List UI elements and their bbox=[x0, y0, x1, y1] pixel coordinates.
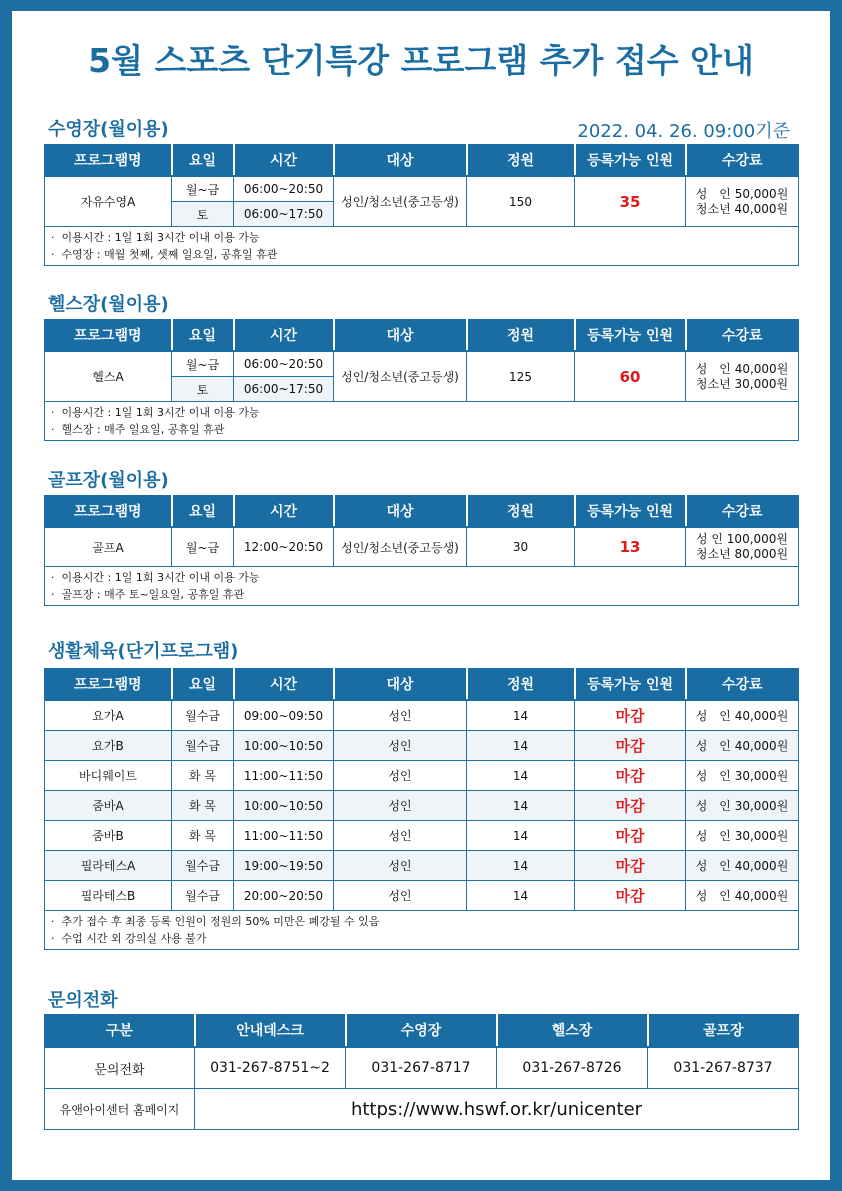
time-cell: 19:00~19:50 bbox=[234, 851, 334, 881]
note-item: · 골프장 : 매주 토~일요일, 공휴일 휴관 bbox=[51, 588, 245, 601]
target-cell: 성인 bbox=[334, 791, 467, 821]
capacity-cell: 14 bbox=[467, 761, 575, 791]
phone-info-desk: 031-267-8751~2 bbox=[195, 1047, 346, 1089]
col-header: 대상 bbox=[334, 495, 467, 527]
day-cell: 토 bbox=[172, 377, 234, 402]
target-cell: 성인 bbox=[334, 881, 467, 911]
table-row bbox=[45, 731, 799, 761]
col-header: 수강료 bbox=[686, 495, 799, 527]
note-item: · 이용시간 : 1일 1회 3시간 이내 이용 가능 bbox=[51, 231, 260, 244]
available-cell: 마감 bbox=[575, 731, 686, 761]
fee-cell: 성 인 30,000원 bbox=[686, 821, 799, 851]
capacity-cell: 30 bbox=[467, 527, 575, 567]
table-row bbox=[45, 761, 799, 791]
notes-row bbox=[45, 567, 799, 606]
fee-cell: 성 인 40,000원 bbox=[686, 700, 799, 731]
available-cell: 35 bbox=[575, 176, 686, 227]
available-cell: 60 bbox=[575, 351, 686, 402]
fee-cell: 성 인 40,000원 bbox=[686, 851, 799, 881]
page-title: 5월 스포츠 단기특강 프로그램 추가 접수 안내 bbox=[88, 41, 754, 80]
note-item: · 추가 접수 후 최종 등록 인원이 정원의 50% 미만은 폐강될 수 있음 bbox=[51, 915, 380, 928]
program-name: 줌바A bbox=[45, 791, 172, 821]
target-cell: 성인 bbox=[334, 851, 467, 881]
golf-table bbox=[44, 495, 799, 606]
note-item: · 수영장 : 매월 첫째, 셋째 일요일, 공휴일 휴관 bbox=[51, 248, 278, 261]
capacity-cell: 150 bbox=[467, 176, 575, 227]
col-header: 시간 bbox=[234, 144, 334, 176]
day-cell: 월수금 bbox=[172, 731, 234, 761]
col-header: 대상 bbox=[334, 668, 467, 700]
gym-table bbox=[44, 319, 799, 441]
col-header: 정원 bbox=[467, 319, 575, 351]
available-cell: 마감 bbox=[575, 851, 686, 881]
col-header: 정원 bbox=[467, 144, 575, 176]
col-header: 프로그램명 bbox=[45, 668, 172, 700]
notes-row bbox=[45, 911, 799, 950]
col-header: 정원 bbox=[467, 668, 575, 700]
col-header: 요일 bbox=[172, 668, 234, 700]
note-item: · 수업 시간 외 강의실 사용 불가 bbox=[51, 932, 207, 945]
capacity-cell: 14 bbox=[467, 881, 575, 911]
day-cell: 월수금 bbox=[172, 700, 234, 731]
fee-adult: 성 인 50,000원 bbox=[695, 186, 789, 201]
fee-adult: 성 인 100,000원 bbox=[695, 532, 789, 546]
day-cell: 화 목 bbox=[172, 821, 234, 851]
note-item: · 이용시간 : 1일 1회 3시간 이내 이용 가능 bbox=[51, 406, 260, 419]
program-name: 필라테스A bbox=[45, 851, 172, 881]
col-header: 정원 bbox=[467, 495, 575, 527]
col-header: 요일 bbox=[172, 319, 234, 351]
fee-cell: 성 인 40,000원 bbox=[686, 731, 799, 761]
target-cell: 성인 bbox=[334, 761, 467, 791]
col-header: 등록가능 인원 bbox=[575, 319, 686, 351]
table-row bbox=[45, 527, 799, 567]
available-cell: 13 bbox=[575, 527, 686, 567]
time-cell: 11:00~11:50 bbox=[234, 821, 334, 851]
life-section-title: 생활체육(단기프로그램) bbox=[48, 641, 239, 662]
day-cell: 화 목 bbox=[172, 761, 234, 791]
capacity-cell: 14 bbox=[467, 700, 575, 731]
fee-cell: 성 인 30,000원 bbox=[686, 791, 799, 821]
time-cell: 12:00~20:50 bbox=[234, 527, 334, 567]
table-header bbox=[45, 495, 799, 527]
day-cell: 월~금 bbox=[172, 351, 234, 377]
time-cell: 11:00~11:50 bbox=[234, 761, 334, 791]
program-name: 자유수영A bbox=[45, 176, 172, 227]
col-header: 등록가능 인원 bbox=[575, 144, 686, 176]
notes bbox=[45, 402, 799, 441]
table-row bbox=[45, 1047, 799, 1089]
col-header: 등록가능 인원 bbox=[575, 668, 686, 700]
note-item: · 헬스장 : 매주 일요일, 공휴일 휴관 bbox=[51, 423, 225, 436]
col-header: 헬스장 bbox=[497, 1014, 648, 1047]
col-header: 요일 bbox=[172, 495, 234, 527]
target-cell: 성인/청소년(중고등생) bbox=[334, 527, 467, 567]
fee-cell bbox=[686, 176, 799, 227]
table-row bbox=[45, 351, 799, 377]
col-header: 수강료 bbox=[686, 668, 799, 700]
time-cell: 20:00~20:50 bbox=[234, 881, 334, 911]
program-name: 줌바B bbox=[45, 821, 172, 851]
time-cell: 06:00~20:50 bbox=[234, 176, 334, 202]
table-row bbox=[45, 1089, 799, 1130]
available-cell: 마감 bbox=[575, 881, 686, 911]
time-cell: 09:00~09:50 bbox=[234, 700, 334, 731]
target-cell: 성인 bbox=[334, 731, 467, 761]
time-cell: 06:00~17:50 bbox=[234, 377, 334, 402]
fee-youth: 청소년 80,000원 bbox=[695, 547, 789, 561]
notes bbox=[45, 227, 799, 266]
time-cell: 06:00~17:50 bbox=[234, 202, 334, 227]
row-label: 문의전화 bbox=[45, 1047, 195, 1089]
time-cell: 06:00~20:50 bbox=[234, 351, 334, 377]
fee-cell bbox=[686, 351, 799, 402]
phone-gym: 031-267-8726 bbox=[497, 1047, 648, 1089]
capacity-cell: 14 bbox=[467, 731, 575, 761]
life-table bbox=[44, 668, 799, 950]
target-cell: 성인/청소년(중고등생) bbox=[334, 351, 467, 402]
fee-cell bbox=[686, 527, 799, 567]
notes-row bbox=[45, 227, 799, 266]
golf-section-title: 골프장(월이용) bbox=[48, 470, 169, 491]
table-row bbox=[45, 176, 799, 202]
program-name: 바디웨이트 bbox=[45, 761, 172, 791]
table-row bbox=[45, 700, 799, 731]
capacity-cell: 14 bbox=[467, 851, 575, 881]
table-header bbox=[45, 1014, 799, 1047]
table-header bbox=[45, 319, 799, 351]
col-header: 등록가능 인원 bbox=[575, 495, 686, 527]
day-cell: 화 목 bbox=[172, 791, 234, 821]
table-header bbox=[45, 668, 799, 700]
fee-youth: 청소년 30,000원 bbox=[695, 376, 789, 391]
col-header: 시간 bbox=[234, 495, 334, 527]
available-cell: 마감 bbox=[575, 821, 686, 851]
notes-row bbox=[45, 402, 799, 441]
col-header: 구분 bbox=[45, 1014, 195, 1047]
available-cell: 마감 bbox=[575, 761, 686, 791]
col-header: 프로그램명 bbox=[45, 319, 172, 351]
program-name: 헬스A bbox=[45, 351, 172, 402]
target-cell: 성인 bbox=[334, 821, 467, 851]
col-header: 수강료 bbox=[686, 144, 799, 176]
table-header bbox=[45, 144, 799, 176]
contact-table bbox=[44, 1014, 799, 1130]
col-header: 시간 bbox=[234, 319, 334, 351]
gym-section-title: 헬스장(월이용) bbox=[48, 294, 169, 315]
available-cell: 마감 bbox=[575, 700, 686, 731]
table-row bbox=[45, 821, 799, 851]
table-row bbox=[45, 881, 799, 911]
reference-date: 2022. 04. 26. 09:00기준 bbox=[577, 121, 790, 142]
note-item: · 이용시간 : 1일 1회 3시간 이내 이용 가능 bbox=[51, 571, 260, 584]
col-header: 대상 bbox=[334, 144, 467, 176]
col-header: 요일 bbox=[172, 144, 234, 176]
swim-table bbox=[44, 144, 799, 266]
col-header: 안내데스크 bbox=[195, 1014, 346, 1047]
day-cell: 월~금 bbox=[172, 527, 234, 567]
fee-adult: 성 인 40,000원 bbox=[695, 361, 789, 376]
fee-cell: 성 인 30,000원 bbox=[686, 761, 799, 791]
col-header: 프로그램명 bbox=[45, 144, 172, 176]
capacity-cell: 14 bbox=[467, 791, 575, 821]
page bbox=[12, 11, 830, 1180]
table-row bbox=[45, 851, 799, 881]
row-label: 유앤아이센터 홈페이지 bbox=[45, 1089, 195, 1130]
day-cell: 월수금 bbox=[172, 851, 234, 881]
day-cell: 토 bbox=[172, 202, 234, 227]
table-row bbox=[45, 791, 799, 821]
time-cell: 10:00~10:50 bbox=[234, 731, 334, 761]
col-header: 시간 bbox=[234, 668, 334, 700]
time-cell: 10:00~10:50 bbox=[234, 791, 334, 821]
fee-cell: 성 인 40,000원 bbox=[686, 881, 799, 911]
program-name: 요가A bbox=[45, 700, 172, 731]
col-header: 대상 bbox=[334, 319, 467, 351]
col-header: 골프장 bbox=[648, 1014, 799, 1047]
target-cell: 성인/청소년(중고등생) bbox=[334, 176, 467, 227]
col-header: 수영장 bbox=[346, 1014, 497, 1047]
notes bbox=[45, 567, 799, 606]
swim-section-title: 수영장(월이용) bbox=[48, 119, 169, 140]
program-name: 요가B bbox=[45, 731, 172, 761]
day-cell: 월~금 bbox=[172, 176, 234, 202]
capacity-cell: 14 bbox=[467, 821, 575, 851]
homepage-link[interactable]: https://www.hswf.or.kr/unicenter bbox=[195, 1089, 799, 1130]
phone-swim: 031-267-8717 bbox=[346, 1047, 497, 1089]
target-cell: 성인 bbox=[334, 700, 467, 731]
capacity-cell: 125 bbox=[467, 351, 575, 402]
program-name: 골프A bbox=[45, 527, 172, 567]
col-header: 프로그램명 bbox=[45, 495, 172, 527]
col-header: 수강료 bbox=[686, 319, 799, 351]
contact-section-title: 문의전화 bbox=[48, 990, 118, 1011]
available-cell: 마감 bbox=[575, 791, 686, 821]
phone-golf: 031-267-8737 bbox=[648, 1047, 799, 1089]
notes bbox=[45, 911, 799, 950]
fee-youth: 청소년 40,000원 bbox=[695, 201, 789, 216]
program-name: 필라테스B bbox=[45, 881, 172, 911]
day-cell: 월수금 bbox=[172, 881, 234, 911]
